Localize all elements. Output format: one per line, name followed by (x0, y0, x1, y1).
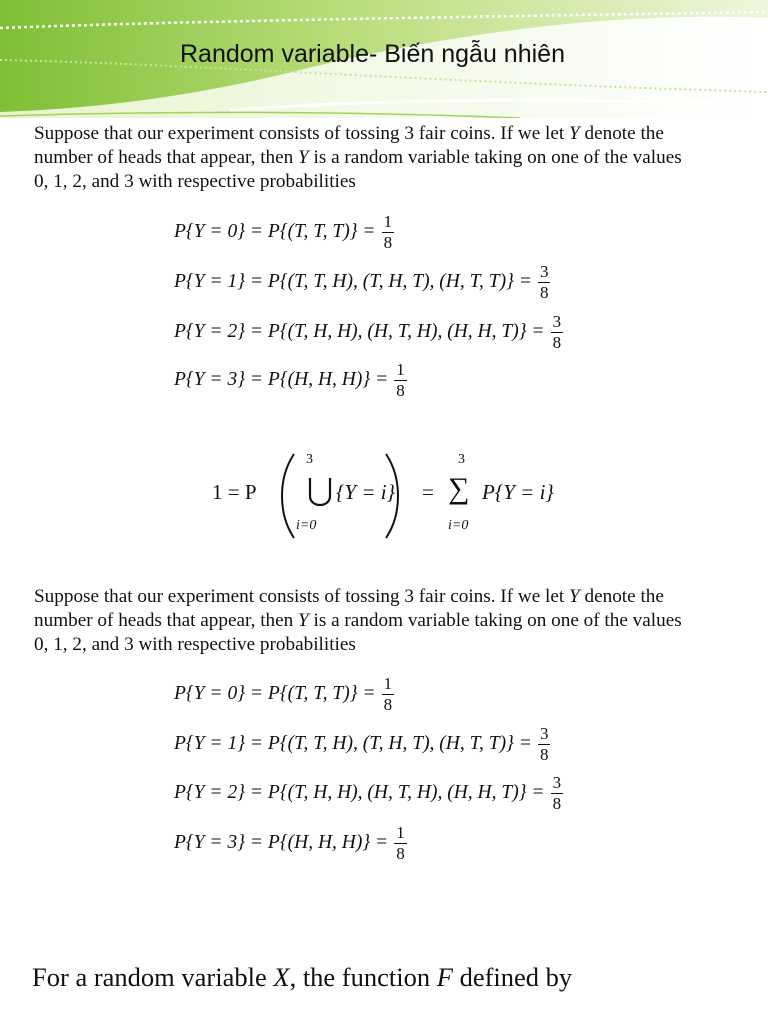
var-y: Y (569, 586, 580, 607)
para-text: Suppose that our experiment consists of tossing 3 fair coins. If we let (34, 123, 570, 144)
fraction-denominator: 8 (552, 793, 562, 813)
para-text: 0, 1, 2, and 3 with respective probabilities (34, 171, 356, 192)
fraction-numerator: 1 (383, 673, 393, 693)
fraction-denominator: 8 (383, 232, 393, 252)
sum-superscript: 3 (458, 452, 465, 467)
fraction-numerator: 1 (396, 822, 405, 842)
intro-paragraph (34, 122, 764, 194)
var-f: F (436, 962, 453, 992)
equation-lhs: P{Y = 1} = P{(T, T, H), (T, H, T), (H, T, T)} = (174, 733, 532, 754)
probability-equation (174, 669, 394, 719)
probability-equation (174, 719, 550, 769)
fraction (538, 263, 551, 302)
probability-equation (174, 207, 394, 257)
union-sum-equation (212, 448, 592, 543)
para-text: denote the (579, 586, 664, 607)
equation-lhs: P{Y = 0} = P{(T, T, T)} = (174, 683, 376, 704)
probability-equation (174, 355, 407, 405)
probability-equation (174, 257, 550, 307)
union-superscript: 3 (306, 452, 313, 467)
para-text: 0, 1, 2, and 3 with respective probabilities (34, 634, 356, 655)
slide-header (0, 0, 768, 118)
equation-lhs: P{Y = 0} = P{(T, T, T)} = (174, 221, 376, 242)
fraction (382, 675, 395, 714)
probability-equation (174, 307, 563, 357)
fraction (551, 774, 564, 813)
equation-lhs: P{Y = 3} = P{(H, H, H)} = (174, 369, 389, 390)
union-subscript: i=0 (296, 518, 317, 533)
fraction-numerator: 1 (383, 211, 393, 231)
equation-lhs: P{Y = 2} = P{(T, H, H), (H, T, H), (H, H, T)} = (174, 782, 545, 803)
fraction (394, 824, 407, 863)
para-text: denote the (579, 123, 664, 144)
var-y: Y (298, 147, 309, 168)
fraction (394, 361, 407, 400)
para-text: is a random variable taking on one of the values (308, 610, 682, 631)
sum-term: P{Y = i} (482, 480, 554, 504)
probability-equation (174, 768, 563, 818)
fraction-denominator: 8 (396, 843, 405, 863)
fraction-denominator: 8 (552, 332, 562, 352)
fraction-numerator: 3 (539, 723, 549, 743)
slide-title: Random variable- Biến ngẫu nhiên (180, 40, 565, 68)
fraction-numerator: 3 (552, 772, 562, 792)
equation-lhs: P{Y = 2} = P{(T, H, H), (H, T, H), (H, H, T)} = (174, 321, 545, 342)
equation-lhs: P{Y = 3} = P{(H, H, H)} = (174, 832, 389, 853)
var-y: Y (298, 610, 309, 631)
probability-equation (174, 818, 407, 868)
fraction-denominator: 8 (539, 282, 549, 302)
para-text: Suppose that our experiment consists of tossing 3 fair coins. If we let (34, 586, 570, 607)
sum-subscript: i=0 (448, 518, 469, 533)
fraction (538, 725, 551, 764)
var-y: Y (569, 123, 580, 144)
fraction-numerator: 3 (552, 311, 562, 331)
fraction (551, 313, 564, 352)
para-text: is a random variable taking on one of the values (308, 147, 682, 168)
fraction-denominator: 8 (539, 744, 549, 764)
para-text: number of heads that appear, then (34, 610, 299, 631)
sum-sigma-icon: ∑ (448, 472, 470, 505)
fraction-numerator: 3 (539, 261, 549, 281)
equals-sign: = (422, 480, 434, 504)
union-term: {Y = i} (336, 480, 395, 504)
var-x: X (273, 962, 290, 992)
fraction-denominator: 8 (396, 380, 405, 400)
equation-lhs: P{Y = 1} = P{(T, T, H), (T, H, T), (H, T, T)} = (174, 271, 532, 292)
fraction-denominator: 8 (383, 694, 393, 714)
fraction (382, 213, 395, 252)
equation-lhs: 1 = P (212, 480, 257, 504)
para-text: number of heads that appear, then (34, 147, 299, 168)
cdf-intro-text: For a random variable X, the function F defined by (32, 962, 573, 992)
fraction-numerator: 1 (396, 359, 405, 379)
intro-paragraph-repeat (34, 585, 764, 657)
